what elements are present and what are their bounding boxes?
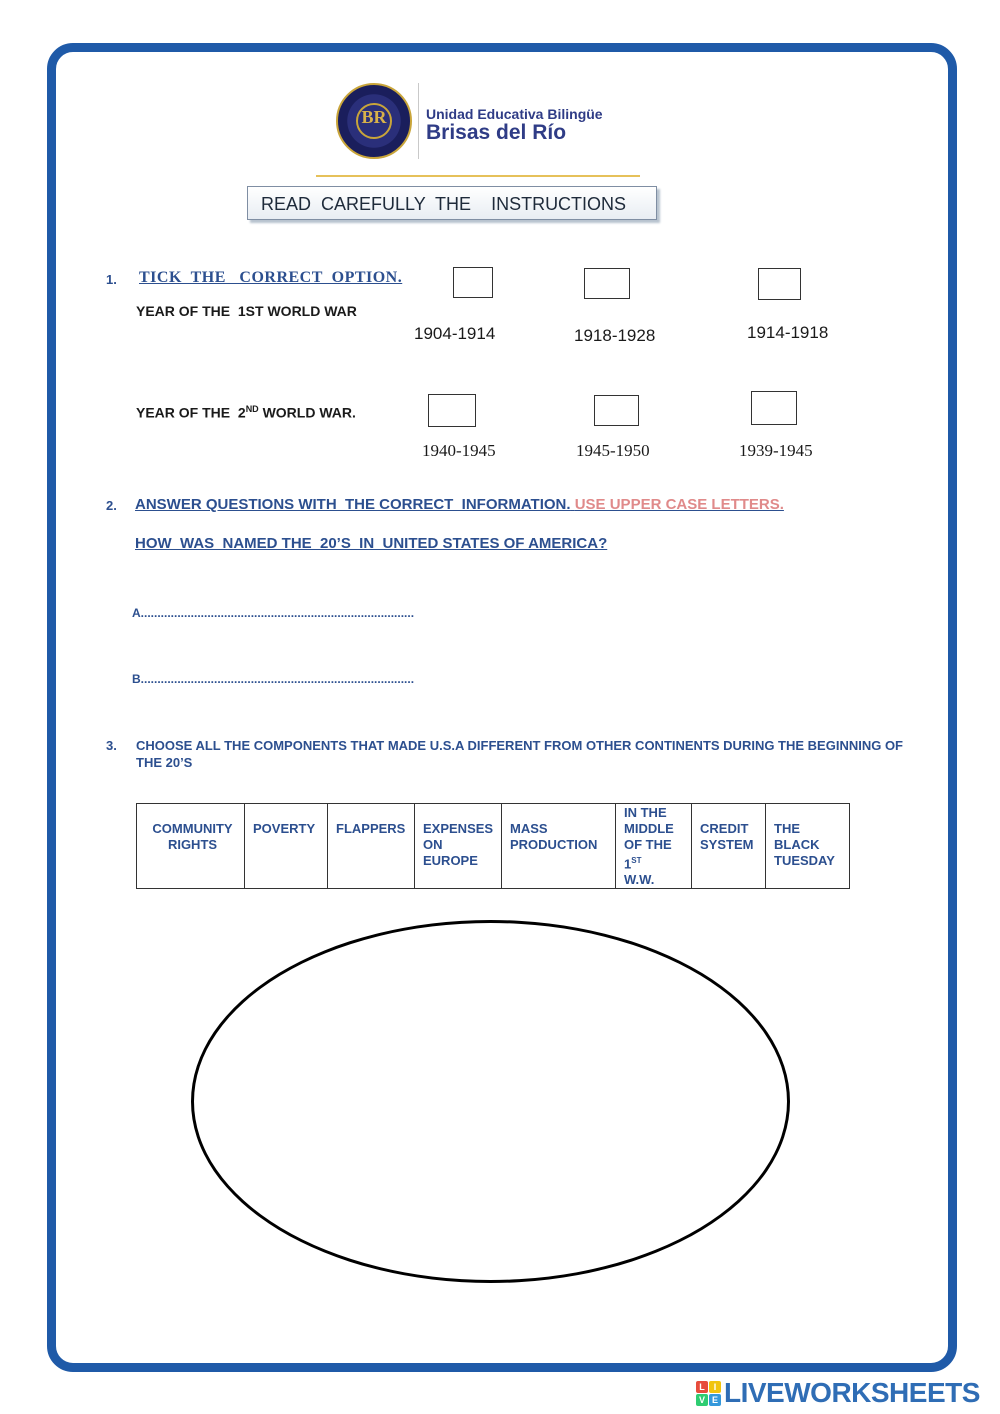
option-poverty[interactable]: POVERTY — [245, 804, 328, 889]
liveworksheets-wordmark: LIVEWORKSHEETS — [724, 1377, 980, 1408]
q1-title: TICK THE CORRECT OPTION. — [139, 269, 403, 286]
q2-title: ANSWER QUESTIONS WITH THE CORRECT INFORMATION. USE UPPER CASE LETTERS. — [135, 496, 784, 513]
q1-row2-label: YEAR OF THE 2ND WORLD WAR. — [136, 404, 356, 421]
icon-letter: L — [696, 1381, 708, 1393]
option-middle-1st-ww[interactable]: IN THE MIDDLE OF THE 1ST W.W. — [616, 804, 692, 889]
q1-number: 1. — [106, 272, 117, 287]
tick-box-1945-1950[interactable] — [594, 395, 639, 426]
icon-letter: E — [709, 1394, 721, 1406]
answer-line-b[interactable]: B.................................................................................. — [132, 672, 415, 686]
tick-box-1939-1945[interactable] — [751, 391, 797, 425]
logo-divider — [418, 83, 419, 159]
school-name-line2: Brisas del Río — [426, 121, 567, 144]
header-rule — [316, 175, 640, 177]
liveworksheets-icon — [696, 1381, 722, 1407]
option-label: 1918-1928 — [574, 326, 656, 345]
q2-question: HOW WAS NAMED THE 20’S IN UNITED STATES OF AMERICA? — [135, 535, 608, 552]
tick-box-1940-1945[interactable] — [428, 394, 476, 427]
option-label: 1914-1918 — [747, 323, 829, 342]
seal-monogram: BR — [361, 107, 387, 127]
option-label: 1904-1914 — [414, 324, 496, 343]
q3-number: 3. — [106, 738, 117, 753]
option-label: 1945-1950 — [576, 441, 650, 460]
tick-box-1918-1928[interactable] — [584, 268, 630, 299]
q3-title: CHOOSE ALL THE COMPONENTS THAT MADE U.S.A DIFFERENT FROM OTHER CONTINENTS DURING THE BEGINNING OF THE 20’S — [136, 738, 903, 770]
option-credit-system[interactable]: CREDIT SYSTEM — [692, 804, 766, 889]
option-label: 1939-1945 — [739, 441, 813, 460]
option-mass-production[interactable]: MASS PRODUCTION — [502, 804, 616, 889]
option-black-tuesday[interactable]: THE BLACK TUESDAY — [766, 804, 850, 889]
instructions-banner: READ CAREFULLY THE INSTRUCTIONS — [247, 186, 657, 220]
option-expenses-on-europe[interactable]: EXPENSES ON EUROPE — [415, 804, 502, 889]
option-flappers[interactable]: FLAPPERS — [328, 804, 415, 889]
icon-letter: I — [709, 1381, 721, 1393]
q1-row1-label: YEAR OF THE 1ST WORLD WAR — [136, 303, 357, 319]
school-name-line1: Unidad Educativa Bilingüe — [426, 106, 603, 122]
components-table — [136, 803, 850, 889]
option-community-rights[interactable]: COMMUNITY RIGHTS — [137, 804, 245, 889]
q2-uppercase-note: USE UPPER CASE LETTERS. — [574, 496, 784, 513]
answer-drop-oval[interactable] — [191, 920, 790, 1283]
school-logo — [336, 83, 646, 163]
tick-box-1914-1918[interactable] — [758, 268, 801, 300]
option-label: 1940-1945 — [422, 441, 496, 460]
tick-box-1904-1914[interactable] — [453, 267, 493, 298]
icon-letter: V — [696, 1394, 708, 1406]
answer-line-a[interactable]: A.................................................................................. — [132, 606, 415, 620]
q2-number: 2. — [106, 498, 117, 513]
